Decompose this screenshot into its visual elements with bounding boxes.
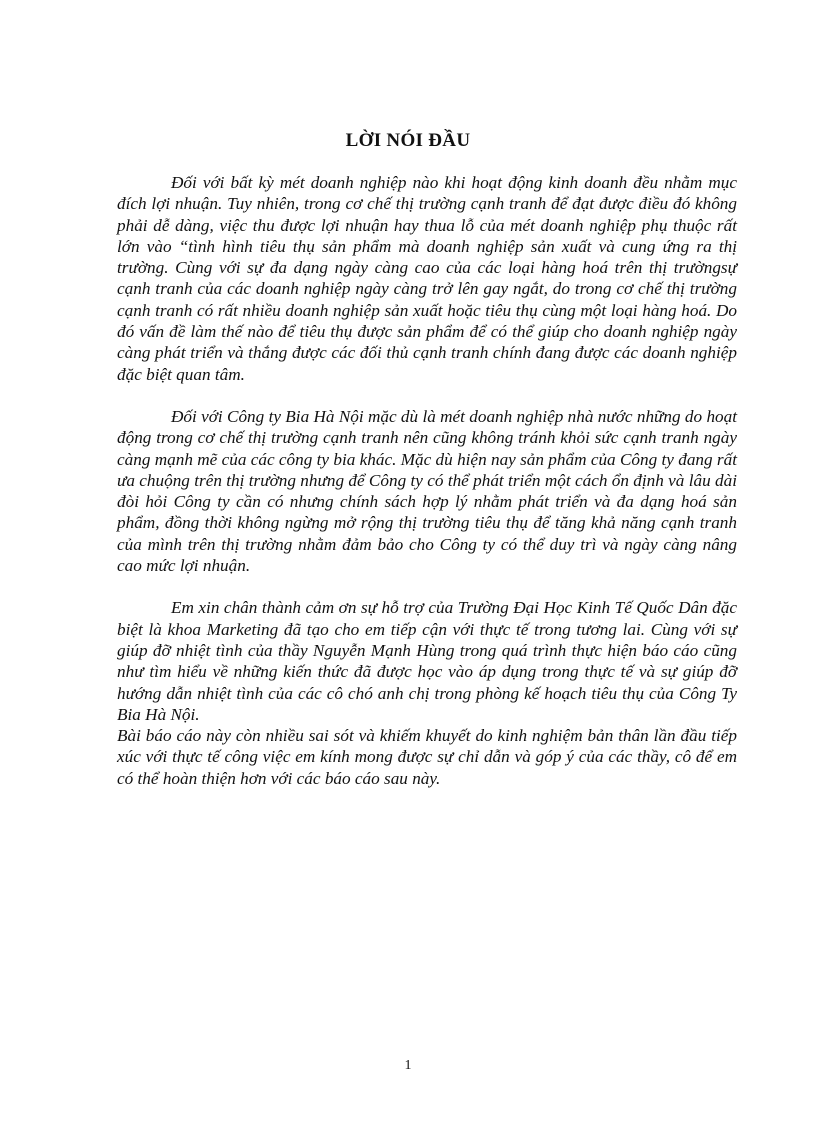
paragraph-company: Đối với Công ty Bia Hà Nội mặc dù là mét doanh nghiệp nhà nước những do hoạt động trong cơ chế thị trường cạnh tranh nên cũng không tránh khỏi sức cạnh tranh ngày càng mạnh mẽ của các công ty bia khác. Mặc dù hiện nay sản phẩm của Công ty đang rất ưa chuộng trên thị trường nhưng để Công ty có thể phát triển một cách ổn định và lâu dài đòi hỏi Công ty cần có nhưng chính sách hợp lý nhằm phát triển và đa dạng hoá sản phẩm, đồng thời không ngừng mở rộng thị trường tiêu thụ để tăng khả năng cạnh tranh của mình trên thị trường nhằm đảm bảo cho Công ty có thể duy trì và ngày càng nâng cao mức lợi nhuận.: [117, 406, 737, 576]
document-title: LỜI NÓI ĐẦU: [345, 130, 471, 151]
document-body: [117, 172, 737, 789]
page-number: 1: [404, 1058, 412, 1073]
paragraph-thanks: Em xin chân thành cảm ơn sự hỗ trợ của Trường Đại Học Kinh Tế Quốc Dân đặc biệt là khoa Marketing đã tạo cho em tiếp cận với thực tế trong tương lai. Cùng với sự giúp đỡ nhiệt tình của thầy Nguyễn Mạnh Hùng trong quá trình thực hiện báo cáo cũng như tìm hiểu về những kiến thức đã được học vào áp dụng trong thực tế và sự giúp đỡ hướng dẫn nhiệt tình của các cô chó anh chị trong phòng kế hoạch tiêu thụ của Công Ty Bia Hà Nội.: [117, 598, 737, 724]
paragraph-intro: Đối với bất kỳ mét doanh nghiệp nào khi hoạt động kinh doanh đều nhằm mục đích lợi nhuận. Tuy nhiên, trong cơ chế thị trường cạnh tranh để đạt được điều đó không phải dễ dàng, việc thu được lợi nhuận hay thua lỗ của mét doanh nghiệp phụ thuộc rất lớn vào “tình hình tiêu thụ sản phẩm mà doanh nghiệp sản xuất và cung ứng ra thị trường. Cùng với sự đa dạng ngày càng cao của các loại hàng hoá trên thị trườngsự cạnh tranh của các doanh nghiệp ngày càng trở lên gay ngắt, do trong cơ chế thị trường cạnh tranh có rất nhiều doanh nghiệp sản xuất hoặc tiêu thụ cùng một loại hàng hoá. Do đó vấn đề làm thế nào để tiêu thụ được sản phẩm để có thể giúp cho doanh nghiệp ngày càng phát triển và thắng được các đối thủ cạnh tranh chính đang được các doanh nghiệp đặc biệt quan tâm.: [117, 173, 737, 384]
paragraph-closing: Bài báo cáo này còn nhiều sai sót và khiếm khuyết do kinh nghiệm bản thân lần đầu tiếp xúc với thực tế công việc em kính mong được sự chỉ dẫn và góp ý của các thầy, cô để em có thể hoàn thiện hơn với các báo cáo sau này.: [117, 726, 737, 788]
